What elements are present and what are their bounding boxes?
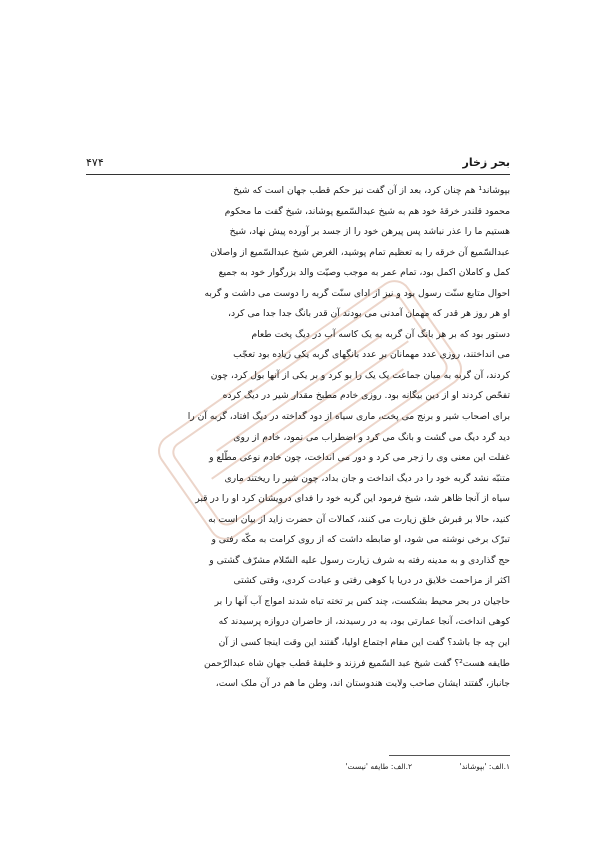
body-line: حج گذاردی و به مدینه رفته به شرف زیارت رسول علیه السّلام مشرّف گشتی و xyxy=(209,554,510,566)
body-line: عبدالسّمیع آن خرقه را به تعظیم تمام پوشید، الغرض شیخ عبدالسّمیع از واصلان xyxy=(210,246,510,258)
page-number: ۴۷۴ xyxy=(86,156,104,169)
body-line: کردند، آن گربه به میان جماعت یک یک را بو کرد و بر یکی از آنها بول کرد، چون xyxy=(210,369,510,381)
body-line: جانباز، گفتند ایشان صاحب ولایت هندوستان اند، وطن ما هم در آن ملک است، xyxy=(215,678,510,690)
page-header xyxy=(86,156,510,172)
body-line: کمل و کاملان اکمل بود، تمام عمر به موجب وصیّت والد بزرگوار خود به جمیع xyxy=(218,267,510,279)
body-line: محمود قلندر خرقهٔ خود هم به شیخ عبدالسّمیع پوشاند، شیخ گفت ما محکوم xyxy=(224,205,510,217)
running-title: بحر زخار xyxy=(462,156,510,169)
footnotes xyxy=(86,762,510,776)
body-line: حاجیان در بحر محیط بشکست، چند کس بر تخته تباه شدند امواج آب آنها را بر xyxy=(214,595,510,607)
body-line: هستیم ما را عذر نباشد پس پیرهن خود را از جسد بر آورده پیش نهاد، شیخ xyxy=(229,226,510,238)
body-line: تفحّص کردند او از دین بیگانه بود. روزی خادم مطبخ مقدار شیر در دیگ کرده xyxy=(222,390,510,402)
body-line: احوال متابع سنّت رسول بود و نیز از ادای سنّت گربه را دوست می داشت و گربه xyxy=(204,287,510,299)
footnote-1: ۱.الف: 'بپوشاند' xyxy=(459,762,510,771)
body-line: برای اصحاب شیر و برنج می پخت، ماری سیاه از دود گداخته در دیگ افتاد، گربه آن را xyxy=(187,411,510,423)
body-line: تبرّک برخی نوشته می شود، او ضابطه داشت که از روی کرامت به مکّه رفتی و xyxy=(211,534,510,546)
body-line: طایفه هست²؟ گفت شیخ عبد السّمیع فرزند و خلیفهٔ قطب جهان شاه عبدالرّحمن xyxy=(204,657,510,669)
body-line: اکثر از مزاحمت خلایق در دریا یا کوهی رفتی و عبادت کردی، وقتی کشتی xyxy=(233,575,510,587)
footnote-2: ۲.الف: طایفه 'نیست' xyxy=(345,762,412,771)
body-line: این چه جا باشد؟ گفت این مقام اجتماع اولیا، گفتند این وقت اینجا کسی از آن xyxy=(218,637,510,649)
body-line: دستور بود که بر هر بانگ آن گربه به یک کاسه آب در دیگ پخت طعام xyxy=(251,328,510,340)
header-rule xyxy=(86,174,510,175)
body-line: بپوشاند¹ هم چنان کرد، بعد از آن گفت نیز حکم قطب جهان است که شیخ xyxy=(233,185,510,196)
body-line: کنید، حالا بر قبرش خلق زیارت می کنند، کمالات آن حضرت زاید از بیان است به xyxy=(208,513,510,525)
body-line: او هر روز هر قدر که مهمان آمدنی می بودند آن قدر بانگ جدا جدا می کرد، xyxy=(228,308,510,320)
body-line: غفلت این معنی وی را زجر می کرد و دور می انداخت، چون خادم نوعی مطّلع و xyxy=(209,452,510,464)
body-line: می انداختند، روزی عدد مهمانان بر عدد بانگهای گربه یکی زیاده بود تعجّب xyxy=(233,349,510,361)
body-line: کوهی انداخت، آنجا عمارتی بود، به در رسیدند، از حاضران دروازه پرسیدند که xyxy=(218,616,510,628)
footnote-rule xyxy=(389,755,510,756)
body-line: سیاه از آنجا ظاهر شد، شیخ فرمود این گربه خود را فدای درویشان کرد او را در قبر xyxy=(195,493,510,505)
body-line: دید گرد دیگ می گشت و بانگ می کرد و اضطراب می نمود، خادم از روی xyxy=(233,431,510,443)
body-text xyxy=(86,181,510,695)
body-line: متنبّه نشد گربه خود را در دیگ انداخت و جان بداد، چون شیر را ریختند ماری xyxy=(224,472,510,484)
